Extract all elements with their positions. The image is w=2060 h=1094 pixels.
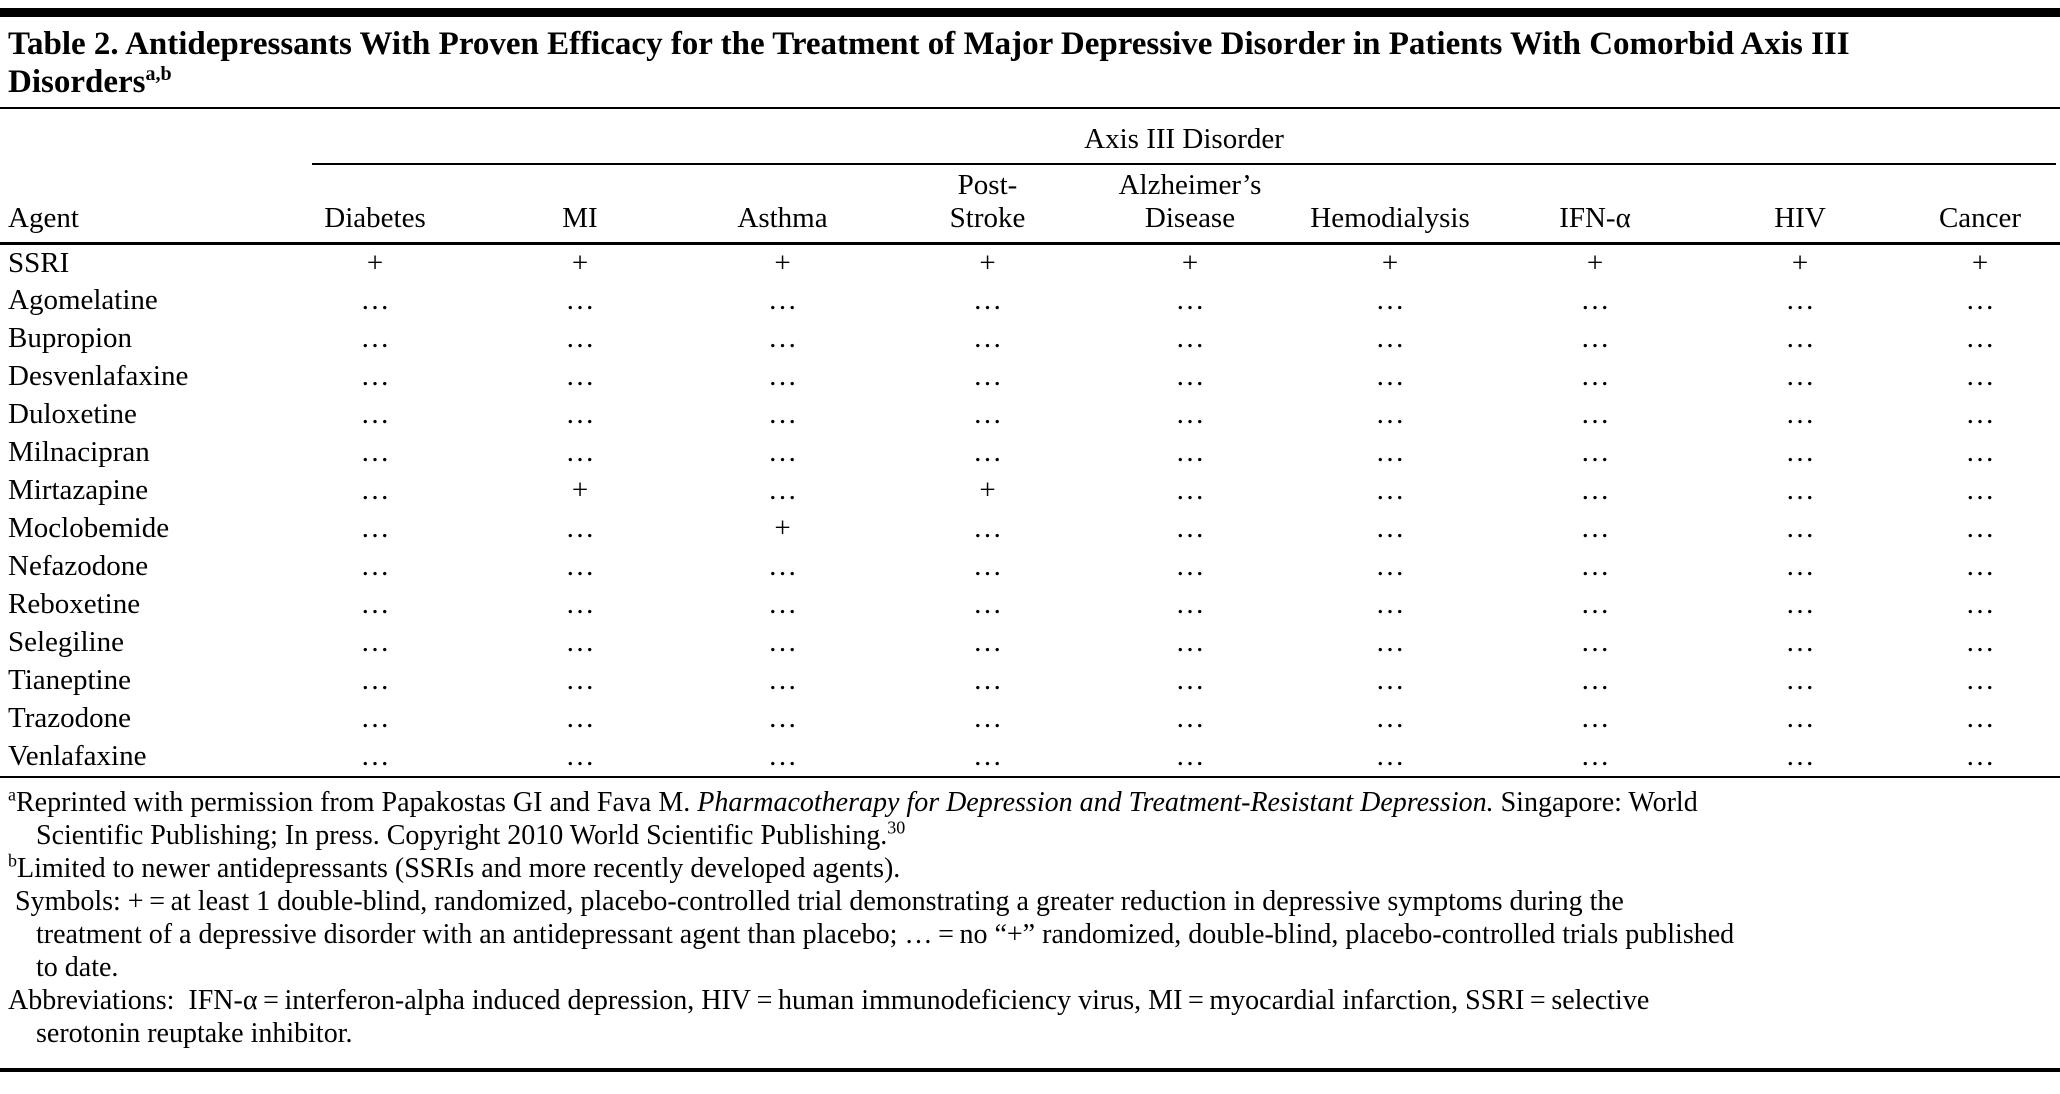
cell-ssri-alzheimers-disease: + [1181, 246, 1199, 279]
cell-mirtazapine-alzheimers-disease: … [1175, 474, 1205, 506]
footnote-abbreviations-line2-text: serotonin reuptake inhibitor. [36, 1017, 353, 1049]
cell-ssri-post-stroke: + [979, 246, 996, 279]
cell-agomelatine-ifn-alpha: … [1580, 284, 1610, 316]
cell-milnacipran-hemodialysis: … [1375, 436, 1405, 468]
cell-trazodone-cancer: … [1965, 702, 1995, 734]
cell-moclobemide-ifn-alpha: … [1580, 512, 1610, 544]
cell-tianeptine-cancer: … [1965, 664, 1995, 696]
cell-nefazodone-diabetes: … [360, 550, 390, 582]
cell-milnacipran-cancer: … [1965, 436, 1995, 468]
cell-mirtazapine-asthma: … [768, 474, 797, 506]
footnote-abbreviations-line1 [8, 984, 2052, 1017]
cell-bupropion-post-stroke: … [973, 322, 1002, 354]
cell-mirtazapine-post-stroke: + [979, 474, 996, 506]
cell-agomelatine-post-stroke: … [973, 284, 1002, 316]
cell-trazodone-post-stroke: … [973, 702, 1002, 734]
cell-moclobemide-post-stroke: … [973, 512, 1002, 544]
agent-name: Nefazodone [8, 550, 149, 582]
cell-selegiline-post-stroke: … [973, 626, 1002, 658]
column-header-mi: MI [480, 165, 680, 244]
cell-bupropion-hemodialysis: … [1375, 322, 1405, 354]
cell-reboxetine-post-stroke: … [973, 588, 1002, 620]
cell-desvenlafaxine-asthma: … [768, 360, 797, 392]
cell-selegiline-mi: … [565, 626, 595, 658]
cell-venlafaxine-alzheimers-disease: … [1175, 740, 1205, 772]
axis-iii-spanner-label: Axis III Disorder [312, 123, 2056, 165]
cell-nefazodone-hemodialysis: … [1375, 550, 1405, 582]
cell-duloxetine-post-stroke: … [973, 398, 1002, 430]
cell-tianeptine-hiv: … [1785, 664, 1815, 696]
cell-nefazodone-alzheimers-disease: … [1175, 550, 1205, 582]
cell-selegiline-hiv: … [1785, 626, 1815, 658]
cell-agomelatine-cancer: … [1965, 284, 1995, 316]
cell-nefazodone-mi: … [565, 550, 595, 582]
cell-mirtazapine-ifn-alpha: … [1580, 474, 1610, 506]
cell-reboxetine-alzheimers-disease: … [1175, 588, 1205, 620]
table-title-line1: Table 2. Antidepressants With Proven Efficacy for the Treatment of Major Depressive Disorder in Patients With Comorbid Axis III [8, 26, 1850, 62]
table-row-milnacipran [0, 434, 2060, 472]
cell-desvenlafaxine-hemodialysis: … [1375, 360, 1405, 392]
cell-tianeptine-diabetes: … [360, 664, 390, 696]
table-row-moclobemide [0, 510, 2060, 548]
cell-agomelatine-asthma: … [768, 284, 797, 316]
footnote-b [8, 852, 2052, 885]
cell-mirtazapine-mi: + [571, 474, 589, 506]
footnote-a-line1-superscript: a [8, 784, 16, 805]
cell-desvenlafaxine-alzheimers-disease: … [1175, 360, 1205, 392]
cell-tianeptine-asthma: … [768, 664, 797, 696]
cell-reboxetine-cancer: … [1965, 588, 1995, 620]
cell-ssri-diabetes: + [366, 246, 384, 279]
cell-bupropion-alzheimers-disease: … [1175, 322, 1205, 354]
cell-ssri-asthma: + [774, 246, 791, 279]
axis-iii-spanner-cell [270, 109, 2060, 165]
cell-bupropion-ifn-alpha: … [1580, 322, 1610, 354]
cell-duloxetine-cancer: … [1965, 398, 1995, 430]
table-title [0, 17, 2060, 107]
cell-duloxetine-diabetes: … [360, 398, 390, 430]
cell-milnacipran-diabetes: … [360, 436, 390, 468]
table-row-desvenlafaxine [0, 358, 2060, 396]
cell-selegiline-diabetes: … [360, 626, 390, 658]
column-header-alzheimers-disease: Alzheimer’s Disease [1090, 165, 1290, 244]
footnote-symbols-line2-text: treatment of a depressive disorder with an antidepressant agent than placebo; … = no “+” randomized, double-blind, placebo-controlled trials published [36, 918, 1735, 950]
cell-moclobemide-hemodialysis: … [1375, 512, 1405, 544]
table-row-agomelatine [0, 282, 2060, 320]
cell-moclobemide-asthma: + [774, 512, 791, 544]
footnote-symbols-line3-text: to date. [36, 951, 119, 983]
cell-ssri-hiv: + [1791, 246, 1809, 279]
cell-agomelatine-diabetes: … [360, 284, 390, 316]
cell-bupropion-asthma: … [768, 322, 797, 354]
cell-selegiline-cancer: … [1965, 626, 1995, 658]
cell-trazodone-hiv: … [1785, 702, 1815, 734]
column-header-hemodialysis: Hemodialysis [1290, 165, 1490, 244]
cell-selegiline-ifn-alpha: … [1580, 626, 1610, 658]
agent-name: Bupropion [8, 322, 133, 354]
cell-desvenlafaxine-diabetes: … [360, 360, 390, 392]
table-row-tianeptine [0, 662, 2060, 700]
column-header-row [0, 165, 2060, 244]
cell-bupropion-mi: … [565, 322, 595, 354]
column-header-diabetes: Diabetes [270, 165, 480, 244]
cell-mirtazapine-cancer: … [1965, 474, 1995, 506]
cell-duloxetine-mi: … [565, 398, 595, 430]
table-row-trazodone [0, 700, 2060, 738]
agent-name: Trazodone [8, 702, 131, 734]
cell-moclobemide-diabetes: … [360, 512, 390, 544]
cell-mirtazapine-hiv: … [1785, 474, 1815, 506]
footnote-b-superscript: b [8, 850, 17, 871]
cell-venlafaxine-diabetes: … [360, 740, 390, 772]
footnote-abbreviations-line2 [8, 1017, 2052, 1050]
cell-reboxetine-mi: … [565, 588, 595, 620]
table-row-bupropion [0, 320, 2060, 358]
agent-name: Reboxetine [8, 588, 141, 620]
cell-venlafaxine-mi: … [565, 740, 595, 772]
cell-venlafaxine-post-stroke: … [973, 740, 1002, 772]
cell-desvenlafaxine-hiv: … [1785, 360, 1815, 392]
agent-name: Selegiline [8, 626, 124, 658]
cell-milnacipran-asthma: … [768, 436, 797, 468]
cell-tianeptine-alzheimers-disease: … [1175, 664, 1205, 696]
cell-agomelatine-hiv: … [1785, 284, 1815, 316]
agent-name: SSRI [8, 246, 70, 279]
cell-agomelatine-mi: … [565, 284, 595, 316]
cell-reboxetine-hiv: … [1785, 588, 1815, 620]
cell-nefazodone-cancer: … [1965, 550, 1995, 582]
agent-name: Venlafaxine [8, 740, 147, 772]
bottom-rule [0, 1068, 2060, 1072]
cell-ssri-cancer: + [1971, 246, 1989, 279]
cell-trazodone-mi: … [565, 702, 595, 734]
cell-milnacipran-hiv: … [1785, 436, 1815, 468]
spanner-row [0, 109, 2060, 165]
column-header-asthma: Asthma [680, 165, 885, 244]
cell-ssri-hemodialysis: + [1381, 246, 1399, 279]
cell-desvenlafaxine-mi: … [565, 360, 595, 392]
table-row-ssri [0, 244, 2060, 282]
cell-venlafaxine-cancer: … [1965, 740, 1995, 772]
footnote-a-line1-text: Pharmacotherapy for Depression and Treatment-Resistant Depression. [697, 786, 1494, 818]
table-row-mirtazapine [0, 472, 2060, 510]
table-row-reboxetine [0, 586, 2060, 624]
cell-moclobemide-mi: … [565, 512, 595, 544]
cell-trazodone-ifn-alpha: … [1580, 702, 1610, 734]
cell-trazodone-alzheimers-disease: … [1175, 702, 1205, 734]
cell-trazodone-hemodialysis: … [1375, 702, 1405, 734]
table-row-duloxetine [0, 396, 2060, 434]
cell-mirtazapine-hemodialysis: … [1375, 474, 1405, 506]
agent-name: Tianeptine [8, 664, 131, 696]
cell-trazodone-diabetes: … [360, 702, 390, 734]
table-title-superscript: a,b [145, 63, 172, 85]
antidepressant-efficacy-table [0, 109, 2060, 776]
cell-desvenlafaxine-cancer: … [1965, 360, 1995, 392]
footnote-a-line1-text: Singapore: World [1493, 786, 1698, 818]
agent-name: Desvenlafaxine [8, 360, 189, 392]
table-title-line2 [8, 63, 2052, 101]
cell-bupropion-diabetes: … [360, 322, 390, 354]
cell-agomelatine-hemodialysis: … [1375, 284, 1405, 316]
footnote-symbols-line3 [8, 951, 2052, 984]
column-header-hiv: HIV [1700, 165, 1900, 244]
cell-milnacipran-mi: … [565, 436, 595, 468]
cell-selegiline-alzheimers-disease: … [1175, 626, 1205, 658]
cell-tianeptine-hemodialysis: … [1375, 664, 1405, 696]
table-title-line2-text: Disorders [8, 64, 146, 100]
footnotes [0, 778, 2060, 1050]
cell-milnacipran-alzheimers-disease: … [1175, 436, 1205, 468]
agent-name: Mirtazapine [8, 474, 149, 506]
table-row-nefazodone [0, 548, 2060, 586]
footnote-a-line2 [8, 819, 2052, 852]
cell-selegiline-asthma: … [768, 626, 797, 658]
cell-nefazodone-asthma: … [768, 550, 797, 582]
spanner-blank-cell [0, 109, 270, 165]
cell-moclobemide-alzheimers-disease: … [1175, 512, 1205, 544]
cell-moclobemide-cancer: … [1965, 512, 1995, 544]
footnote-symbols-line1 [8, 885, 2052, 918]
cell-venlafaxine-ifn-alpha: … [1580, 740, 1610, 772]
cell-reboxetine-asthma: … [768, 588, 797, 620]
table-body [0, 244, 2060, 776]
cell-desvenlafaxine-post-stroke: … [973, 360, 1002, 392]
cell-mirtazapine-diabetes: … [360, 474, 390, 506]
column-header-agent: Agent [0, 165, 270, 244]
cell-milnacipran-ifn-alpha: … [1580, 436, 1610, 468]
agent-name: Agomelatine [8, 284, 158, 316]
cell-tianeptine-ifn-alpha: … [1580, 664, 1610, 696]
footnote-symbols-line2 [8, 918, 2052, 951]
table-row-venlafaxine [0, 738, 2060, 776]
cell-reboxetine-hemodialysis: … [1375, 588, 1405, 620]
agent-name: Milnacipran [8, 436, 150, 468]
cell-bupropion-hiv: … [1785, 322, 1815, 354]
cell-ssri-ifn-alpha: + [1586, 246, 1604, 279]
cell-trazodone-asthma: … [768, 702, 797, 734]
cell-duloxetine-hiv: … [1785, 398, 1815, 430]
cell-nefazodone-ifn-alpha: … [1580, 550, 1610, 582]
top-rule [0, 8, 2060, 17]
footnote-b-text: Limited to newer antidepressants (SSRIs and more recently developed agents). [17, 852, 901, 884]
table-row-selegiline [0, 624, 2060, 662]
cell-agomelatine-alzheimers-disease: … [1175, 284, 1205, 316]
cell-milnacipran-post-stroke: … [973, 436, 1002, 468]
cell-duloxetine-ifn-alpha: … [1580, 398, 1610, 430]
agent-name: Duloxetine [8, 398, 137, 430]
footnote-symbols-line1-text: Symbols: + = at least 1 double-blind, randomized, placebo-controlled trial demonstrating a greater reduction in depressive symptoms during the [8, 885, 1624, 917]
cell-venlafaxine-hiv: … [1785, 740, 1815, 772]
cell-nefazodone-post-stroke: … [973, 550, 1002, 582]
cell-duloxetine-alzheimers-disease: … [1175, 398, 1205, 430]
cell-nefazodone-hiv: … [1785, 550, 1815, 582]
cell-tianeptine-post-stroke: … [973, 664, 1002, 696]
cell-selegiline-hemodialysis: … [1375, 626, 1405, 658]
footnote-a-line1-text: Reprinted with permission from Papakostas GI and Fava M. [16, 786, 698, 818]
cell-duloxetine-hemodialysis: … [1375, 398, 1405, 430]
cell-moclobemide-hiv: … [1785, 512, 1815, 544]
cell-duloxetine-asthma: … [768, 398, 797, 430]
column-header-post-stroke: Post- Stroke [885, 165, 1090, 244]
cell-desvenlafaxine-ifn-alpha: … [1580, 360, 1610, 392]
footnote-a-line2-text: Scientific Publishing; In press. Copyright 2010 World Scientific Publishing. [36, 819, 888, 851]
column-header-cancer: Cancer [1900, 165, 2060, 244]
cell-venlafaxine-hemodialysis: … [1375, 740, 1405, 772]
footnote-a-line2-superscript: 30 [887, 817, 906, 838]
cell-venlafaxine-asthma: … [768, 740, 797, 772]
cell-ssri-mi: + [571, 246, 589, 279]
column-header-ifn-alpha: IFN-α [1490, 165, 1700, 244]
cell-reboxetine-diabetes: … [360, 588, 390, 620]
journal-table-figure [0, 8, 2060, 1094]
agent-name: Moclobemide [8, 512, 170, 544]
footnote-a-line1 [8, 786, 2052, 819]
cell-bupropion-cancer: … [1965, 322, 1995, 354]
cell-reboxetine-ifn-alpha: … [1580, 588, 1610, 620]
footnote-abbreviations-line1-text: Abbreviations: IFN-α = interferon-alpha induced depression, HIV = human immunodeficiency virus, MI = myocardial infarction, SSRI = selective [8, 984, 1650, 1016]
cell-tianeptine-mi: … [565, 664, 595, 696]
